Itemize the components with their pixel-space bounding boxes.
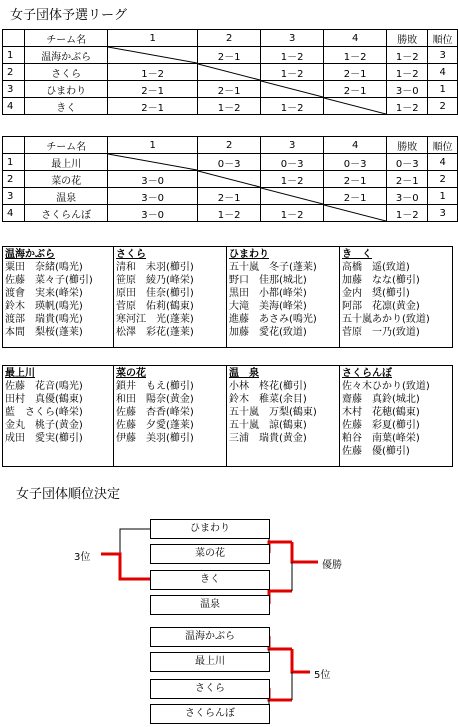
header-cell: 1 [108, 30, 198, 47]
header-cell: チーム名 [25, 30, 108, 47]
header-cell: 勝敗 [387, 30, 428, 47]
roster-team-name: さくら [116, 249, 146, 260]
table-cell: 3－0 [108, 188, 198, 205]
table-cell: 4 [3, 205, 25, 222]
roster-member: 寒河江 光(蓬莱) [116, 314, 194, 325]
bracket-line-semi-a-win [269, 542, 292, 553]
table-cell: 温海かぶら [25, 47, 108, 64]
table-cell: 1－2 [387, 205, 428, 222]
roster-member: 加藤 愛花(致道) [229, 327, 307, 338]
table-cell: 0－3 [261, 154, 324, 171]
roster-member: 渡部 瑞貴(鳴光) [5, 314, 83, 325]
roster-member: 佐々木ひかり(致道) [342, 381, 430, 392]
roster-member: 高橋 遥(致道) [342, 262, 410, 273]
header-cell: 2 [198, 137, 261, 154]
table-cell: 0－3 [198, 154, 261, 171]
roster-member: 進藤 あさみ(鳴光) [229, 314, 317, 325]
table-cell: 2 [428, 171, 458, 188]
roster-member: 佐藤 花音(鳴光) [5, 381, 83, 392]
table-cell: 1 [3, 47, 25, 64]
header-cell: 3 [261, 30, 324, 47]
table-cell: 2－1 [198, 188, 261, 205]
table-cell: 3－0 [108, 205, 198, 222]
roster-member: 本間 梨桜(蓬莱) [5, 327, 83, 338]
table-cell: ひまわり [25, 81, 108, 98]
roster-member: 粟田 奈緒(鳴光) [5, 262, 83, 273]
table-cell: 1－2 [261, 64, 324, 81]
roster-member: 菅原 一乃(致道) [342, 327, 420, 338]
label-champion: 優勝 [322, 560, 342, 571]
header-cell: チーム名 [25, 137, 108, 154]
header-cell: 順位 [428, 30, 458, 47]
roster-member: 齋藤 真鈴(城北) [342, 394, 420, 405]
bracket-team-8: さくらんぼ [150, 704, 270, 724]
header-cell: 順位 [428, 137, 458, 154]
roster-member: 佐藤 優(櫛引) [342, 446, 410, 457]
bracket-team-3: きく [150, 570, 270, 590]
roster-member: 大滝 美海(峰栄) [229, 301, 307, 312]
bracket-line-third-left [120, 529, 150, 579]
header-cell: 4 [324, 137, 387, 154]
roster-team-name: 温海かぶら [5, 249, 55, 260]
table-cell: 1 [428, 188, 458, 205]
table-cell: 0－3 [324, 154, 387, 171]
roster-member: 五十嵐 万梨(鶴東) [229, 407, 317, 418]
bracket-line-fifth-b-win [269, 688, 292, 700]
table-cell: 2－1 [198, 81, 261, 98]
roster-member: 阿部 花凛(黄金) [342, 301, 420, 312]
table-cell: 3－0 [108, 171, 198, 188]
table-cell: 1－2 [198, 98, 261, 115]
table-cell: 2－1 [324, 64, 387, 81]
header-cell: 1 [108, 137, 198, 154]
table-cell: 1－2 [261, 205, 324, 222]
roster-member: 田村 真優(鶴東) [5, 394, 83, 405]
roster-member: 藍 さくら(峰栄) [5, 407, 83, 418]
table-cell: 3 [428, 205, 458, 222]
table-cell: 1－2 [387, 47, 428, 64]
bracket-line-fifth-final-win [292, 649, 310, 672]
table-cell: 3 [3, 188, 25, 205]
bracket-line-semi-b-win [269, 591, 292, 604]
table-cell: 3 [428, 47, 458, 64]
roster-member: 菅原 佑莉(鶴東) [116, 301, 194, 312]
roster-member: 五十嵐 冬子(蓬莱) [229, 262, 317, 273]
table-cell: 2－1 [324, 81, 387, 98]
header-cell: 勝敗 [387, 137, 428, 154]
table-cell: さくら [25, 64, 108, 81]
roster-member: 和田 陽奈(黄金) [116, 394, 194, 405]
table-cell: 1－2 [198, 205, 261, 222]
table-cell: 1 [428, 81, 458, 98]
roster-member: 鈴木 稚菜(余目) [229, 394, 307, 405]
roster-team-name: き く [342, 249, 372, 260]
table-cell: 0－3 [387, 154, 428, 171]
roster-team-name: さくらんぼ [342, 368, 392, 379]
table-cell: 菜の花 [25, 171, 108, 188]
roster-member: 野口 佳那(城北) [229, 275, 307, 286]
table-cell: 2－1 [387, 171, 428, 188]
roster-member: 金丸 桃子(黄金) [5, 420, 83, 431]
bracket-team-7: さくら [150, 679, 270, 699]
roster-team-name: 菜の花 [116, 368, 146, 379]
final-title: 女子団体順位決定 [16, 487, 121, 502]
roster-member: 鎖井 もえ(櫛引) [116, 381, 194, 392]
roster-member: 小林 柊花(櫛引) [229, 381, 307, 392]
bracket-line-third-win [101, 554, 150, 579]
roster-member: 伊藤 美羽(櫛引) [116, 433, 194, 444]
table-cell: 2－1 [108, 98, 198, 115]
bracket-team-4: 温泉 [150, 595, 270, 615]
table-cell: 最上川 [25, 154, 108, 171]
table-cell: 2－1 [198, 47, 261, 64]
table-cell: 1－2 [261, 98, 324, 115]
bracket-team-5: 温海かぶら [150, 627, 270, 647]
roster-member: 黒田 小都(峰栄) [229, 288, 307, 299]
roster-member: 清和 未羽(櫛引) [116, 262, 194, 273]
roster-member: 鈴木 瑛帆(鳴光) [5, 301, 83, 312]
bracket-line-fifth-a-win [269, 636, 292, 649]
table-cell: 2 [3, 171, 25, 188]
label-third: 3位 [74, 552, 91, 563]
table-cell: 3 [3, 81, 25, 98]
roster-team-name: 最上川 [5, 368, 35, 379]
roster-member: 粕谷 南葉(峰栄) [342, 433, 420, 444]
roster-member: 木村 花穂(鶴東) [342, 407, 420, 418]
table-cell: 1－2 [387, 98, 428, 115]
table-cell: 1 [3, 154, 25, 171]
table-cell: きく [25, 98, 108, 115]
table-cell: 4 [428, 154, 458, 171]
table-cell: 4 [428, 64, 458, 81]
header-cell: 2 [198, 30, 261, 47]
table-cell: 2－1 [324, 171, 387, 188]
table-cell: 3－0 [387, 188, 428, 205]
roster-member: 成田 愛実(櫛引) [5, 433, 83, 444]
roster-member: 笹原 綾乃(峰栄) [116, 275, 194, 286]
roster-member: 佐藤 夕愛(蓬莱) [116, 420, 194, 431]
roster-member: 原田 佳奈(櫛引) [116, 288, 194, 299]
table-cell: 1－2 [387, 64, 428, 81]
bracket-team-2: 菜の花 [150, 544, 270, 564]
roster-member: 佐藤 杏香(峰栄) [116, 407, 194, 418]
table-cell: 2 [3, 64, 25, 81]
roster-member: 渡會 実来(峰栄) [5, 288, 83, 299]
roster-member: 佐藤 菜々子(櫛引) [5, 275, 93, 286]
roster-member: 五十嵐あかり(致道) [342, 314, 430, 325]
roster-member: 金内 奨(櫛引) [342, 288, 410, 299]
table-cell: 2－1 [324, 188, 387, 205]
header-cell: 3 [261, 137, 324, 154]
roster-member: 佐藤 彩夏(櫛引) [342, 420, 420, 431]
table-cell: 1－2 [108, 64, 198, 81]
bracket-team-1: ひまわり [150, 519, 270, 539]
label-fifth: 5位 [314, 670, 331, 681]
table-cell: 2 [428, 98, 458, 115]
bracket-team-6: 最上川 [150, 652, 270, 672]
table-cell: 2－1 [108, 81, 198, 98]
roster-member: 加藤 なな(櫛引) [342, 275, 420, 286]
table-cell: 1－2 [261, 171, 324, 188]
table-cell: 温泉 [25, 188, 108, 205]
header-cell: 4 [324, 30, 387, 47]
league-title: 女子団体予選リーグ [10, 8, 128, 23]
roster-team-name: ひまわり [229, 249, 269, 260]
roster-member: 松澤 彩花(蓬莱) [116, 327, 194, 338]
table-cell: 3－0 [387, 81, 428, 98]
table-cell: 1－2 [261, 47, 324, 64]
table-cell: 4 [3, 98, 25, 115]
bracket-line-final-win [292, 542, 318, 562]
roster-team-name: 温 泉 [229, 368, 259, 379]
table-cell: 1－2 [324, 47, 387, 64]
table-cell: さくらんぼ [25, 205, 108, 222]
roster-member: 三浦 瑞貴(黄金) [229, 433, 307, 444]
roster-member: 五十嵐 諒(鶴東) [229, 420, 307, 431]
